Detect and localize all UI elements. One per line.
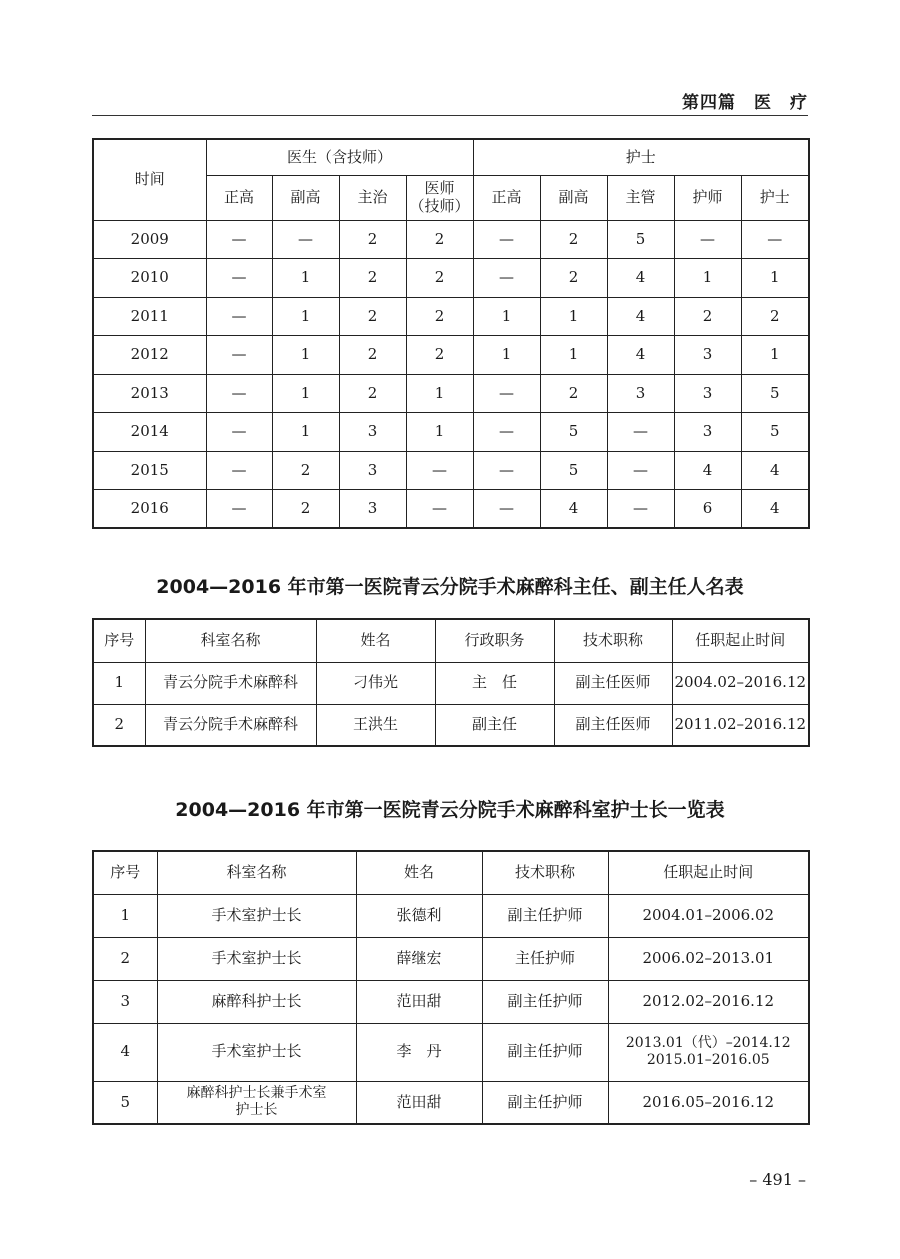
column-header: 姓名 (316, 619, 435, 662)
count-cell: 2 (406, 336, 473, 375)
count-cell: 2 (741, 297, 809, 336)
count-cell: 4 (540, 490, 607, 529)
count-cell: — (741, 220, 809, 259)
count-cell: 3 (339, 451, 406, 490)
table-cell: 麻醉科护士长 (157, 980, 356, 1023)
table-row (93, 336, 809, 375)
table-cell: 2 (93, 937, 157, 980)
count-cell: 1 (741, 336, 809, 375)
count-cell: — (206, 413, 272, 452)
count-cell: — (206, 336, 272, 375)
count-cell: 5 (540, 451, 607, 490)
year-cell: 2014 (93, 413, 206, 452)
table-row (93, 1081, 809, 1124)
table-cell: 青云分院手术麻醉科 (145, 662, 316, 704)
count-cell: 2 (339, 259, 406, 298)
header-doctor-group: 医生（含技师） (206, 139, 473, 175)
table-cell: 青云分院手术麻醉科 (145, 704, 316, 746)
table-cell: 5 (93, 1081, 157, 1124)
count-cell: 6 (674, 490, 741, 529)
count-cell: 2 (339, 336, 406, 375)
count-cell: 2 (406, 297, 473, 336)
count-cell: 1 (473, 336, 540, 375)
count-cell: 2 (339, 297, 406, 336)
table-cell: 2012.02–2016.12 (608, 980, 809, 1023)
table-cell: 2013.01（代）–2014.12 2015.01–2016.05 (608, 1023, 809, 1081)
count-cell: 1 (473, 297, 540, 336)
count-cell: 1 (741, 259, 809, 298)
count-cell: — (473, 490, 540, 529)
count-cell: 1 (540, 336, 607, 375)
table-cell: 副主任护师 (482, 1023, 608, 1081)
table-cell: 2006.02–2013.01 (608, 937, 809, 980)
count-cell: 3 (674, 336, 741, 375)
column-header: 任职起止时间 (608, 851, 809, 894)
count-cell: 1 (540, 297, 607, 336)
count-cell: 4 (607, 336, 674, 375)
table-row (93, 937, 809, 980)
count-cell: 5 (607, 220, 674, 259)
table2-title: 2004—2016 年市第一医院青云分院手术麻醉科主任、副主任人名表 (156, 576, 744, 598)
table-cell: 2 (93, 704, 145, 746)
table-cell: 2016.05–2016.12 (608, 1081, 809, 1124)
count-cell: 1 (406, 374, 473, 413)
table-row (93, 1023, 809, 1081)
table-cell: 刁伟光 (316, 662, 435, 704)
count-cell: 4 (607, 297, 674, 336)
count-cell: — (607, 490, 674, 529)
count-cell: 2 (339, 220, 406, 259)
table-row (93, 413, 809, 452)
table-row (93, 894, 809, 937)
table-cell: 手术室护士长 (157, 894, 356, 937)
table-cell: 副主任护师 (482, 1081, 608, 1124)
table-cell: 4 (93, 1023, 157, 1081)
count-cell: 4 (741, 490, 809, 529)
count-cell: 2 (540, 374, 607, 413)
header-nurse-col: 护士 (741, 175, 809, 220)
count-cell: — (272, 220, 339, 259)
count-cell: 2 (540, 259, 607, 298)
table-cell: 主 任 (435, 662, 554, 704)
table-row (93, 451, 809, 490)
count-cell: — (473, 413, 540, 452)
count-cell: — (473, 451, 540, 490)
year-cell: 2012 (93, 336, 206, 375)
column-header: 行政职务 (435, 619, 554, 662)
count-cell: 4 (674, 451, 741, 490)
table-cell: 1 (93, 894, 157, 937)
column-header: 技术职称 (554, 619, 672, 662)
table-row (93, 704, 809, 746)
count-cell: 3 (339, 490, 406, 529)
table-row (93, 662, 809, 704)
count-cell: 5 (741, 413, 809, 452)
header-doctor-col: 正高 (206, 175, 272, 220)
header-nurse-col: 护师 (674, 175, 741, 220)
column-header: 技术职称 (482, 851, 608, 894)
header-nurse-col: 正高 (473, 175, 540, 220)
count-cell: 1 (272, 413, 339, 452)
count-cell: 2 (406, 259, 473, 298)
count-cell: 1 (272, 336, 339, 375)
count-cell: — (406, 451, 473, 490)
count-cell: 1 (272, 374, 339, 413)
column-header: 序号 (93, 851, 157, 894)
count-cell: — (206, 259, 272, 298)
director-table (92, 618, 810, 747)
table-cell: 2004.01–2006.02 (608, 894, 809, 937)
table-cell: 副主任医师 (554, 662, 672, 704)
year-cell: 2010 (93, 259, 206, 298)
count-cell: 5 (741, 374, 809, 413)
count-cell: — (473, 220, 540, 259)
count-cell: — (473, 259, 540, 298)
header-doctor-col: 主治 (339, 175, 406, 220)
table-cell: 3 (93, 980, 157, 1023)
table-cell: 2004.02–2016.12 (672, 662, 809, 704)
staff-count-table (92, 138, 810, 529)
table-row (93, 220, 809, 259)
count-cell: 1 (272, 297, 339, 336)
header-nurse-group: 护士 (473, 139, 809, 175)
page-number: – 491 – (749, 1170, 806, 1189)
count-cell: 3 (607, 374, 674, 413)
table-cell: 麻醉科护士长兼手术室 护士长 (157, 1081, 356, 1124)
table3-title: 2004—2016 年市第一医院青云分院手术麻醉科室护士长一览表 (175, 799, 725, 821)
table-cell: 手术室护士长 (157, 1023, 356, 1081)
count-cell: — (473, 374, 540, 413)
head-nurse-table (92, 850, 810, 1125)
count-cell: — (674, 220, 741, 259)
count-cell: — (206, 220, 272, 259)
table-row (93, 297, 809, 336)
header-nurse-col: 主管 (607, 175, 674, 220)
table-cell: 2011.02–2016.12 (672, 704, 809, 746)
year-cell: 2011 (93, 297, 206, 336)
count-cell: 1 (674, 259, 741, 298)
count-cell: 4 (741, 451, 809, 490)
header-doctor-col: 医师 （技师） (406, 175, 473, 220)
table-cell: 副主任护师 (482, 894, 608, 937)
table-cell: 副主任医师 (554, 704, 672, 746)
count-cell: 5 (540, 413, 607, 452)
count-cell: 2 (674, 297, 741, 336)
count-cell: 2 (272, 451, 339, 490)
table-cell: 副主任护师 (482, 980, 608, 1023)
column-header: 姓名 (356, 851, 482, 894)
column-header: 序号 (93, 619, 145, 662)
table-cell: 副主任 (435, 704, 554, 746)
year-cell: 2009 (93, 220, 206, 259)
count-cell: 3 (339, 413, 406, 452)
count-cell: — (206, 490, 272, 529)
table-cell: 手术室护士长 (157, 937, 356, 980)
header-nurse-col: 副高 (540, 175, 607, 220)
table-cell: 主任护师 (482, 937, 608, 980)
chapter-header: 第四篇 医 疗 (682, 93, 808, 113)
count-cell: 2 (339, 374, 406, 413)
table-cell: 范田甜 (356, 1081, 482, 1124)
table-cell: 张德利 (356, 894, 482, 937)
table-row (93, 259, 809, 298)
header-rule (92, 115, 808, 116)
table-cell: 范田甜 (356, 980, 482, 1023)
count-cell: 2 (406, 220, 473, 259)
header-doctor-col: 副高 (272, 175, 339, 220)
year-cell: 2016 (93, 490, 206, 529)
table-cell: 李 丹 (356, 1023, 482, 1081)
count-cell: 3 (674, 374, 741, 413)
count-cell: — (206, 297, 272, 336)
count-cell: 4 (607, 259, 674, 298)
count-cell: — (206, 451, 272, 490)
count-cell: 2 (272, 490, 339, 529)
column-header: 科室名称 (145, 619, 316, 662)
table-cell: 薛继宏 (356, 937, 482, 980)
count-cell: 2 (540, 220, 607, 259)
count-cell: 1 (272, 259, 339, 298)
year-cell: 2013 (93, 374, 206, 413)
count-cell: 1 (406, 413, 473, 452)
count-cell: — (607, 413, 674, 452)
count-cell: — (406, 490, 473, 529)
column-header: 科室名称 (157, 851, 356, 894)
table-row (93, 374, 809, 413)
header-time: 时间 (93, 139, 206, 220)
year-cell: 2015 (93, 451, 206, 490)
table-cell: 1 (93, 662, 145, 704)
column-header: 任职起止时间 (672, 619, 809, 662)
table-row (93, 980, 809, 1023)
count-cell: — (206, 374, 272, 413)
table-cell: 王洪生 (316, 704, 435, 746)
table-row (93, 490, 809, 529)
count-cell: — (607, 451, 674, 490)
count-cell: 3 (674, 413, 741, 452)
